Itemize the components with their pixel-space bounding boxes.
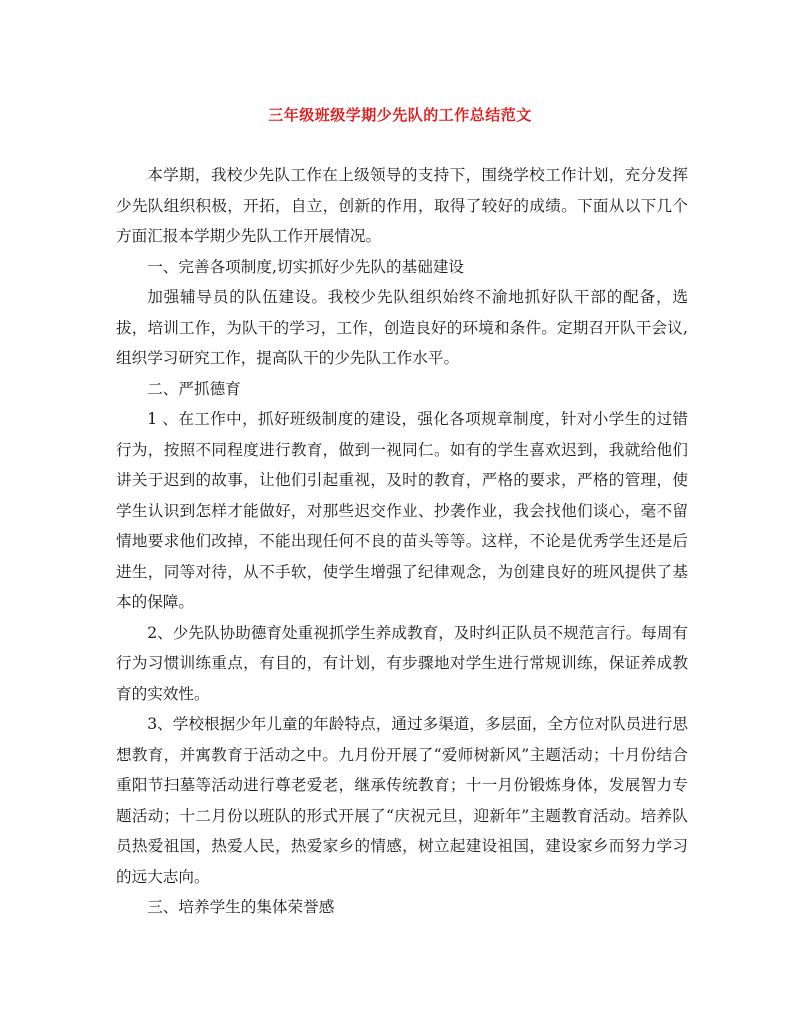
section-2-item-3: 3、学校根据少年儿童的年龄特点，通过多渠道，多层面，全方位对队员进行思想教育，并寓教育于活动之中。九月份开展了“爱师树新风”主题活动；十月份结合重阳节扫墓等活动进行尊老爱老，继承传统教育；十一月份锻炼身体，发展智力专题活动；十二月份以班队的形式开展了“庆祝元旦，迎新年”主题教育活动。培养队员热爱祖国，热爱人民，热爱家乡的情感，树立起建设祖国，建设家乡而努力学习的远大志向。 bbox=[116, 715, 688, 886]
section-heading-2: 二、严抓德育 bbox=[147, 379, 241, 398]
section-2-item-1: 1 、在工作中，抓好班级制度的建设，强化各项规章制度，针对小学生的过错行为，按照不同程度进行教育，做到一视同仁。如有的学生喜欢迟到，我就给他们讲关于迟到的故事，让他们引起重视，及时的教育，严格的要求，严格的管理，使学生认识到怎样才能做好，对那些迟交作业、抄袭作业，我会找他们谈心，毫不留情地要求他们改掉，不能出现任何不良的苗头等等。这样，不论是优秀学生还是后进生，同等对待，从不手软，使学生增强了纪律观念，为创建良好的班风提供了基本的保障。 bbox=[116, 410, 688, 611]
intro-paragraph: 本学期，我校少先队工作在上级领导的支持下，围绕学校工作计划，充分发挥少先队组织积极，开拓，自立，创新的作用，取得了较好的成绩。下面从以下几个方面汇报本学期少先队工作开展情况。 bbox=[116, 166, 688, 245]
section-heading-1: 一、完善各项制度,切实抓好少先队的基础建设 bbox=[147, 257, 465, 276]
section-2-item-2: 2、少先队协助德育处重视抓学生养成教育，及时纠正队员不规范言行。每周有行为习惯训练重点，有目的，有计划，有步骤地对学生进行常规训练，保证养成教育的实效性。 bbox=[116, 623, 688, 703]
document-title: 三年级班级学期少先队的工作总结范文 bbox=[268, 106, 532, 124]
section-1-paragraph: 加强辅导员的队伍建设。我校少先队组织始终不渝地抓好队干部的配备，选拔，培训工作，为队干的学习，工作，创造良好的环境和条件。定期召开队干会议,组织学习研究工作，提高队干的少先队工作水平。 bbox=[116, 288, 688, 367]
section-heading-3: 三、培养学生的集体荣誉感 bbox=[147, 898, 335, 916]
document-body bbox=[116, 160, 688, 923]
